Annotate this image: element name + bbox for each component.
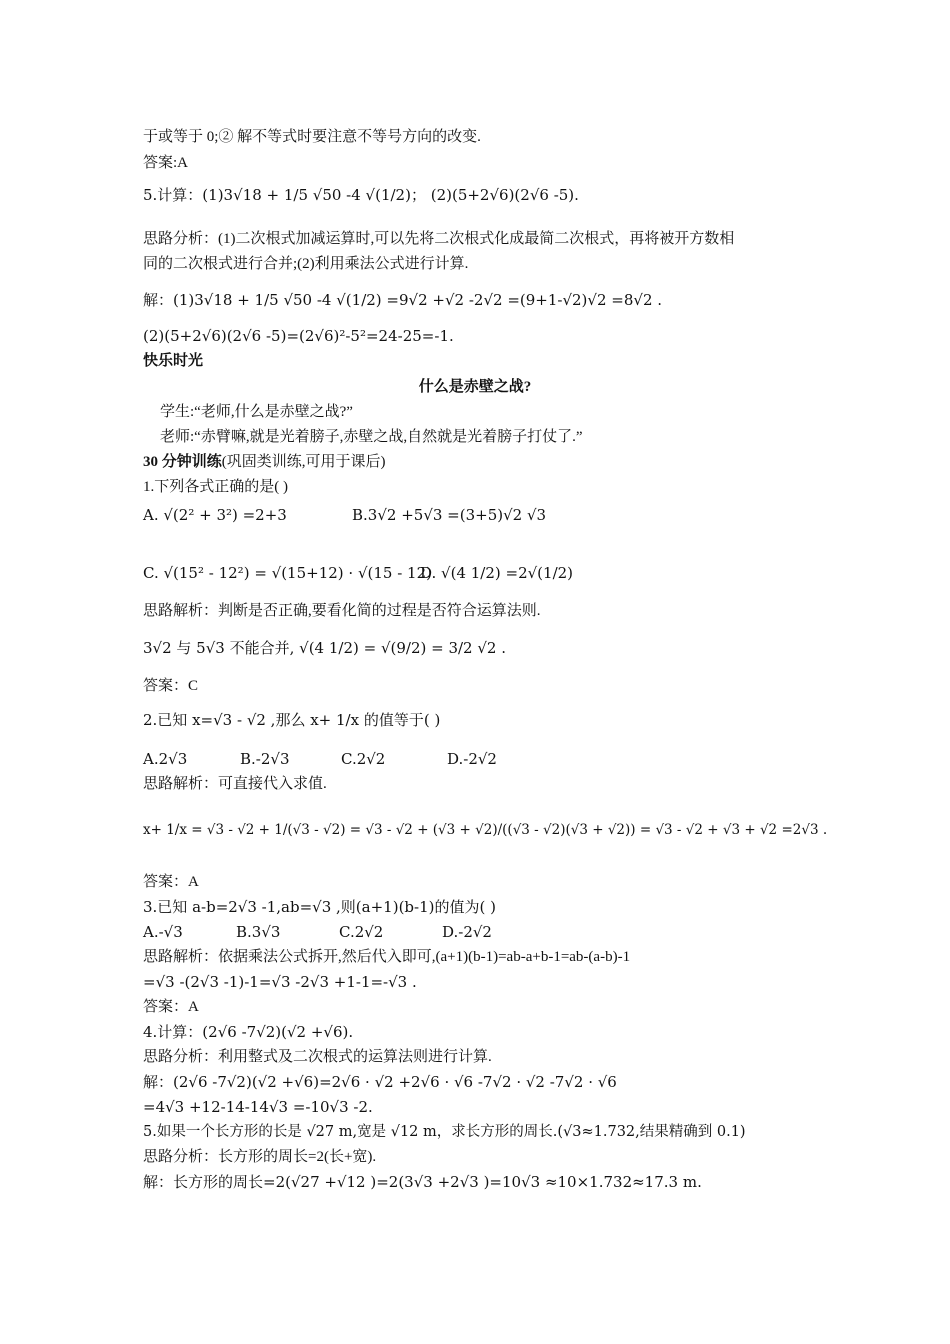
option-b: B.3√3 bbox=[236, 923, 281, 941]
analysis-line: 思路分析：利用整式及二次根式的运算法则进行计算. bbox=[143, 1049, 492, 1065]
section-heading: 30 分钟训练 bbox=[143, 454, 222, 470]
answer-line: 答案：C bbox=[143, 678, 199, 694]
option-d: D.-2√2 bbox=[447, 750, 497, 768]
option-d: D. √(4 1/2) =2√(1/2) bbox=[420, 564, 574, 582]
option-c: C.2√2 bbox=[341, 750, 386, 768]
option-b: B.-2√3 bbox=[240, 750, 290, 768]
solution-line: x+ 1/x = √3 - √2 + 1/(√3 - √2) = √3 - √2 + (√3 + √2)/((√3 - √2)(√3 + √2)) = √3 - √2 + √3 + √2 =2√3 . bbox=[143, 822, 828, 838]
analysis-line: 思路分析：(1)二次根式加减运算时,可以先将二次根式化成最简二次根式，再将被开方数相 bbox=[143, 231, 735, 247]
problem-line: 5.如果一个长方形的长是 √27 m,宽是 √12 m，求长方形的周长.(√3≈1.732,结果精确到 0.1) bbox=[143, 1124, 746, 1140]
question-line: 2.已知 x=√3 - √2 ,那么 x+ 1/x 的值等于( ) bbox=[143, 711, 441, 729]
option-c: C.2√2 bbox=[339, 923, 384, 941]
answer-line: 答案：A bbox=[143, 874, 199, 890]
dialogue-line: 学生:“老师,什么是赤壁之战?” bbox=[160, 404, 353, 420]
solution-line: 解：长方形的周长=2(√27 +√12 )=2(3√3 +2√3 )=10√3 ≈10×1.732≈17.3 m. bbox=[143, 1173, 702, 1191]
option-a: A. √(2² + 3²) =2+3 bbox=[143, 506, 287, 524]
option-a: A.-√3 bbox=[143, 923, 183, 941]
option-b: B.3√2 +5√3 =(3+5)√2 √3 bbox=[352, 506, 547, 524]
question-line: 3.已知 a-b=2√3 -1,ab=√3 ,则(a+1)(b-1)的值为( ) bbox=[143, 898, 496, 916]
section-heading-line bbox=[143, 451, 386, 473]
analysis-line: 3√2 与 5√3 不能合并, √(4 1/2) = √(9/2) = 3/2 √2 . bbox=[143, 639, 507, 657]
solution-line: =4√3 +12-14-14√3 =-10√3 -2. bbox=[143, 1098, 373, 1116]
option-a: A.2√3 bbox=[143, 750, 188, 768]
analysis-line: 思路解析：依据乘法公式拆开,然后代入即可,(a+1)(b-1)=ab-a+b-1=ab-(a-b)-1 bbox=[143, 949, 631, 965]
analysis-line: 思路解析：可直接代入求值. bbox=[143, 776, 327, 792]
text-line: 于或等于 0;② 解不等式时要注意不等号方向的改变. bbox=[143, 129, 481, 145]
solution-line: (2)(5+2√6)(2√6 -5)=(2√6)²-5²=24-25=-1. bbox=[143, 327, 454, 345]
analysis-line: 思路分析：长方形的周长=2(长+宽). bbox=[143, 1149, 377, 1165]
option-d: D.-2√2 bbox=[442, 923, 492, 941]
option-c: C. √(15² - 12²) = √(15+12) · √(15 - 12) bbox=[143, 564, 432, 582]
analysis-line: =√3 -(2√3 -1)-1=√3 -2√3 +1-1=-√3 . bbox=[143, 973, 417, 991]
question-line: 1.下列各式正确的是( ) bbox=[143, 479, 288, 495]
problem-line: 5.计算：(1)3√18 + 1/5 √50 -4 √(1/2)； (2)(5+2√6)(2√6 -5). bbox=[143, 186, 579, 204]
analysis-line: 思路解析：判断是否正确,要看化简的过程是否符合运算法则. bbox=[143, 603, 541, 619]
solution-line: 解：(1)3√18 + 1/5 √50 -4 √(1/2) =9√2 +√2 -2√2 =(9+1-√2)√2 =8√2 . bbox=[143, 291, 663, 309]
dialogue-line: 老师:“赤臂嘛,就是光着膀子,赤壁之战,自然就是光着膀子打仗了.” bbox=[160, 429, 583, 445]
analysis-line: 同的二次根式进行合并;(2)利用乘法公式进行计算. bbox=[143, 256, 469, 272]
story-title: 什么是赤壁之战? bbox=[418, 379, 532, 395]
solution-line: 解：(2√6 -7√2)(√2 +√6)=2√6 · √2 +2√6 · √6 -7√2 · √2 -7√2 · √6 bbox=[143, 1073, 617, 1091]
answer-line: 答案：A bbox=[143, 999, 199, 1015]
section-note: (巩固类训练,可用于课后) bbox=[221, 454, 386, 470]
problem-line: 4.计算：(2√6 -7√2)(√2 +√6). bbox=[143, 1023, 354, 1041]
section-heading: 快乐时光 bbox=[143, 353, 204, 369]
answer-line: 答案:A bbox=[143, 155, 189, 171]
